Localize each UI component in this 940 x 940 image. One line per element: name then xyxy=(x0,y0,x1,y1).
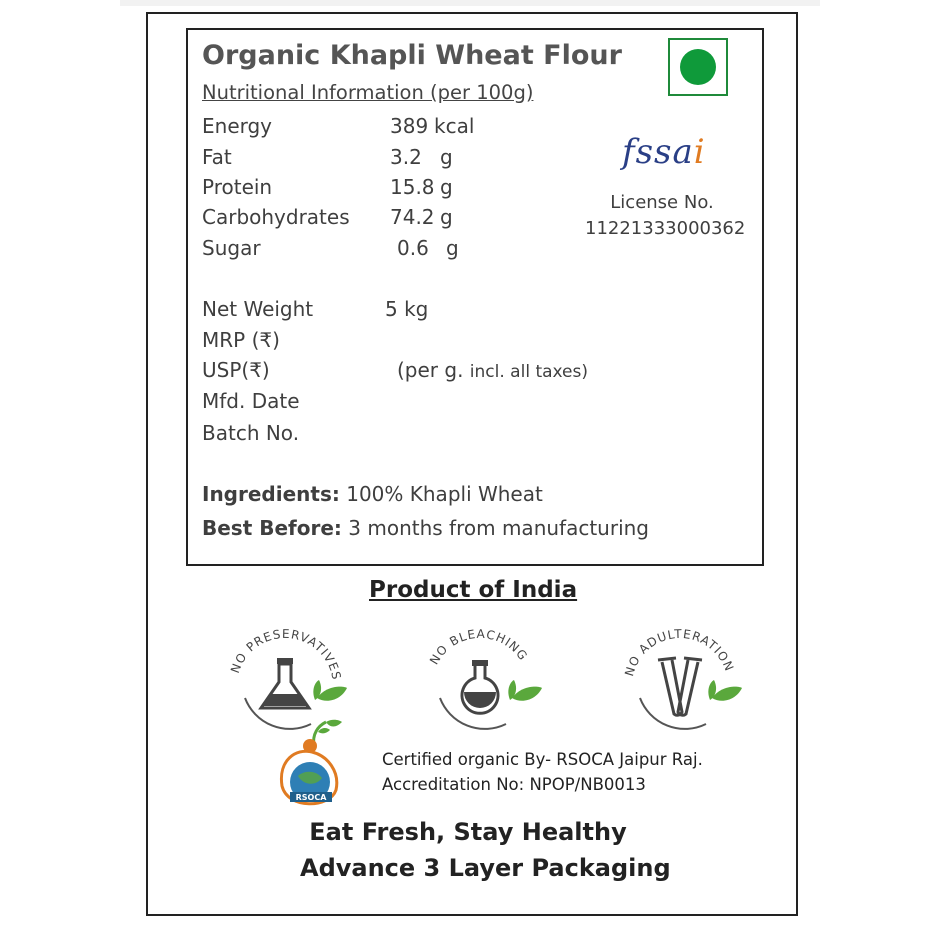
svg-text:NO ADULTERATION xyxy=(622,627,736,678)
flask-icon xyxy=(261,658,309,708)
top-border-strip xyxy=(120,0,820,6)
nutrient-unit: kcal xyxy=(434,114,475,138)
usp-label: USP(₹) xyxy=(202,358,270,382)
mfd-date-label: Mfd. Date xyxy=(202,389,300,413)
best-before-line xyxy=(202,516,649,540)
nutrient-name: Energy xyxy=(202,114,273,138)
product-title: Organic Khapli Wheat Flour xyxy=(202,40,622,71)
ingredients-value: 100% Khapli Wheat xyxy=(346,482,543,506)
nutrient-name: Sugar xyxy=(202,236,261,260)
nutrient-unit: g xyxy=(440,175,453,199)
accreditation-line: Accreditation No: NPOP/NB0013 xyxy=(382,775,646,794)
best-before-value: 3 months from manufacturing xyxy=(348,516,650,540)
no-bleaching-badge xyxy=(410,614,550,734)
mrp-label: MRP (₹) xyxy=(202,328,280,352)
product-of-india: Product of India xyxy=(369,577,578,603)
net-weight-label: Net Weight xyxy=(202,297,314,321)
slogan-packaging: Advance 3 Layer Packaging xyxy=(300,854,671,882)
nutrient-value: 0.6 xyxy=(397,236,429,260)
certified-organic-line: Certified organic By- RSOCA Jaipur Raj. xyxy=(382,750,703,769)
nutrient-value: 15.8 xyxy=(390,175,435,199)
nutrient-unit: g xyxy=(440,145,453,169)
badge-text: NO ADULTERATION xyxy=(622,626,737,678)
veg-mark-icon xyxy=(668,38,728,96)
slogan-eat-fresh: Eat Fresh, Stay Healthy xyxy=(309,818,627,846)
rsoca-logo xyxy=(272,716,352,812)
nutrient-unit: g xyxy=(446,236,459,260)
best-before-label: Best Before: xyxy=(202,516,342,540)
batch-no-label: Batch No. xyxy=(202,421,300,445)
nutrient-value: 74.2 xyxy=(390,205,435,229)
usp-note-small: incl. all taxes) xyxy=(469,362,589,382)
nutrition-heading: Nutritional Information (per 100g) xyxy=(202,81,534,104)
nutrient-name: Fat xyxy=(202,145,232,169)
usp-note-main: (per g. xyxy=(397,358,464,382)
badge-text: NO PRESERVATIVES xyxy=(227,626,344,682)
round-flask-icon xyxy=(462,660,498,713)
svg-text:NO PRESERVATIVES xyxy=(228,627,344,682)
nutrient-value: 3.2 xyxy=(390,145,422,169)
rsoca-logo-text: RSOCA xyxy=(295,793,327,802)
no-adulteration-badge xyxy=(610,614,750,734)
usp-note xyxy=(397,358,588,382)
nutrient-unit: g xyxy=(440,205,453,229)
badge-text: NO BLEACHING xyxy=(426,626,531,668)
net-weight-value: 5 kg xyxy=(385,297,429,321)
ingredients-line xyxy=(202,482,543,506)
nutrient-name: Protein xyxy=(202,175,273,199)
test-tubes-icon xyxy=(658,658,702,715)
nutrient-value: 389 xyxy=(390,114,429,138)
nutrient-name: Carbohydrates xyxy=(202,205,350,229)
ingredients-label: Ingredients: xyxy=(202,482,340,506)
fssai-logo xyxy=(622,132,706,172)
license-number: 11221333000362 xyxy=(585,218,746,239)
license-label: License No. xyxy=(610,192,714,213)
fssai-logo-i: i xyxy=(693,132,706,172)
leaf-icon xyxy=(508,680,542,701)
fssai-logo-text: fssa xyxy=(622,132,694,172)
leaf-icon xyxy=(708,680,742,701)
leaf-icon xyxy=(313,680,347,701)
